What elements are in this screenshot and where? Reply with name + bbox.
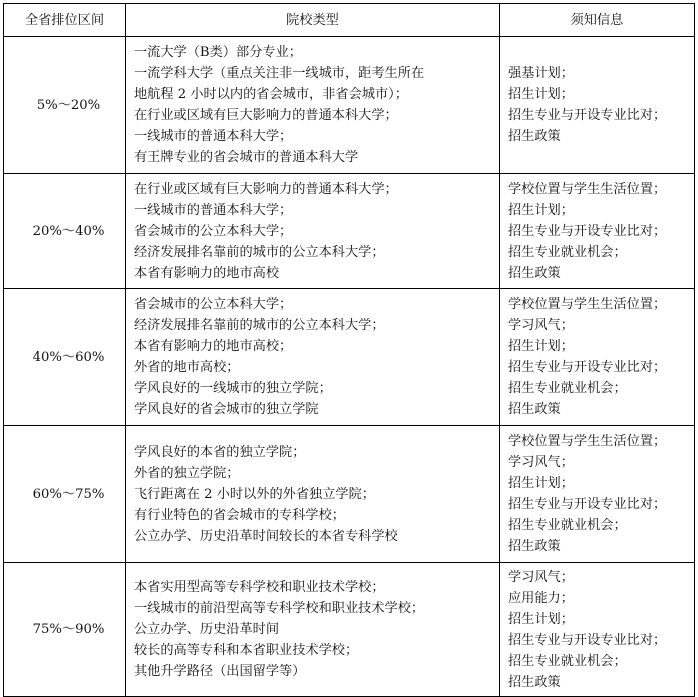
school-type-line: 本省实用型高等专科学校和职业技术学校； [134,580,385,595]
info-cell [500,426,695,563]
info-line: 应用能力； [508,590,574,606]
school-type-line: 有王牌专业的省会城市的普通本科大学 [134,150,359,165]
info-line: 招生专业就业机会； [508,381,627,396]
info-line: 招生专业就业机会； [508,653,627,669]
info-line: 招生计划； [508,339,574,354]
info-line: 学习风气； [508,569,574,585]
school-type-line: 较长的高等专科和本省职业技术学校； [134,643,359,658]
rank-range-cell: 5%～20% [4,37,126,174]
rank-range-cell: 20%～40% [4,174,126,289]
table-row [4,37,695,174]
info-line: 招生专业与开设专业比对； [508,108,667,123]
school-type-line: 本省有影响力的地市高校 [134,265,280,281]
school-type-line: 其他升学路径（出国留学等） [134,664,306,679]
school-type-line: 一流大学（B类）部分专业； [134,45,302,60]
school-type-line: 省会城市的公立本科大学； [134,297,293,312]
info-line: 学校位置与学生生活位置； [508,434,667,449]
info-line: 学校位置与学生生活位置； [508,181,667,197]
info-line: 招生计划； [508,476,574,491]
info-line: 招生专业与开设专业比对； [508,497,667,512]
school-type-line: 一线城市的前沿型高等专科学校和职业技术学校； [134,601,425,616]
school-type-cell [126,289,500,426]
table-row [4,426,695,563]
info-line: 招生专业就业机会； [508,518,627,533]
school-type-line: 一线城市的普通本科大学； [134,129,293,144]
info-line: 招生政策 [508,674,561,690]
school-type-cell [126,563,500,697]
school-type-line: 在行业或区域有巨大影响力的普通本科大学； [134,181,398,197]
school-type-cell [126,174,500,289]
school-selection-table [3,3,695,697]
school-type-line: 本省有影响力的地市高校； [134,339,293,354]
school-type-line: 飞行距离在 2 小时以外的外省独立学院； [134,486,375,502]
table-row [4,174,695,289]
info-line: 招生计划； [508,611,574,627]
header-row [4,4,695,37]
school-type-line: 省会城市的公立本科大学； [134,223,293,239]
school-type-line: 地航程 2 小时以内的省会城市，非省会城市）； [134,87,408,102]
info-line: 招生政策 [508,129,561,144]
info-cell [500,289,695,426]
table-row [4,289,695,426]
info-line: 学习风气； [508,455,574,470]
school-type-line: 公立办学、历史沿革时间 [134,622,280,637]
info-cell [500,174,695,289]
school-type-line: 在行业或区域有巨大影响力的普通本科大学； [134,108,398,123]
school-type-line: 经济发展排名靠前的城市的公立本科大学； [134,318,385,333]
school-type-line: 外省的独立学院； [134,465,240,481]
info-cell [500,37,695,174]
school-type-line: 公立办学、历史沿革时间较长的本省专科学校 [134,528,398,544]
header-info: 须知信息 [500,4,695,37]
info-line: 强基计划； [508,66,574,81]
info-line: 招生政策 [508,265,561,281]
table-row [4,563,695,697]
school-type-line: 学风良好的本省的独立学院； [134,444,306,460]
school-type-cell [126,426,500,563]
school-type-line: 学风良好的一线城市的独立学院； [134,381,332,396]
info-line: 招生政策 [508,402,561,417]
school-type-line: 学风良好的省会城市的独立学院 [134,402,319,417]
school-type-line: 一流学科大学（重点关注非一线城市，距考生所在 [134,66,425,81]
info-line: 学校位置与学生生活位置； [508,297,667,312]
school-type-line: 经济发展排名靠前的城市的公立本科大学； [134,244,385,260]
info-line: 招生专业与开设专业比对； [508,632,667,648]
info-line: 招生计划； [508,87,574,102]
school-type-line: 一线城市的普通本科大学； [134,202,293,218]
info-line: 招生专业就业机会； [508,244,627,260]
info-line: 招生专业与开设专业比对； [508,360,667,375]
school-type-line: 有行业特色的省会城市的专科学校； [134,507,345,523]
info-line: 招生政策 [508,539,561,554]
school-type-line: 外省的地市高校； [134,360,240,375]
info-line: 招生计划； [508,202,574,218]
info-cell [500,563,695,697]
rank-range-cell: 75%～90% [4,563,126,697]
rank-range-cell: 40%～60% [4,289,126,426]
info-line: 招生专业与开设专业比对； [508,223,667,239]
header-school-type: 院校类型 [126,4,500,37]
info-line: 学习风气； [508,318,574,333]
rank-range-cell: 60%～75% [4,426,126,563]
header-rank-range: 全省排位区间 [4,4,126,37]
school-type-cell [126,37,500,174]
